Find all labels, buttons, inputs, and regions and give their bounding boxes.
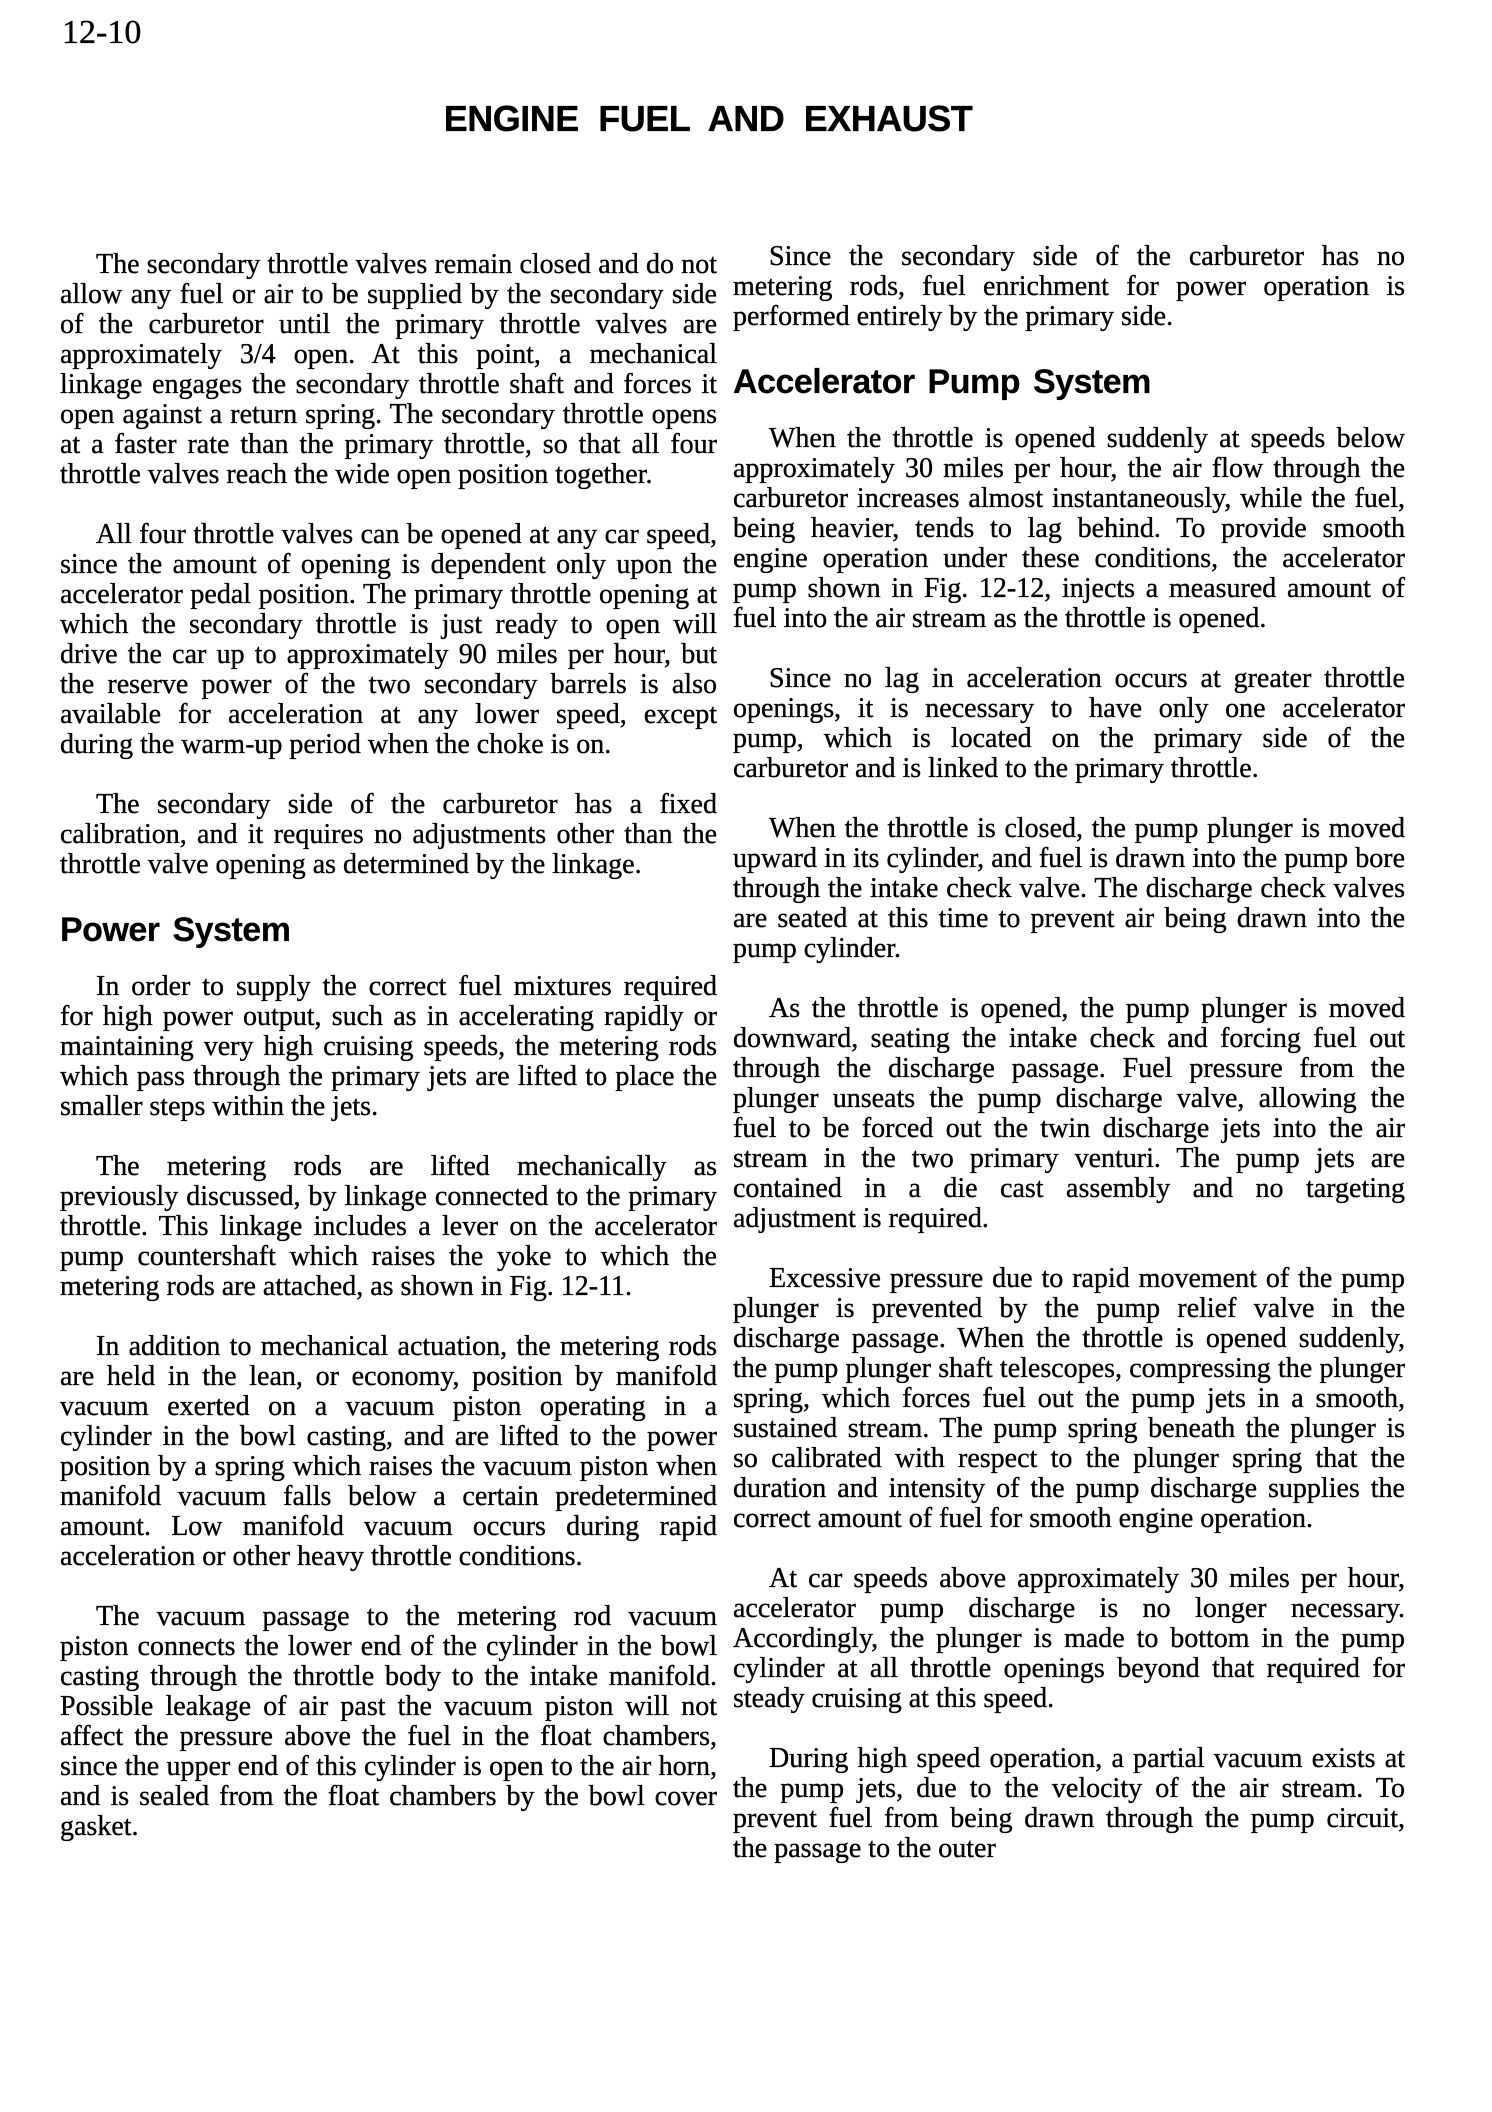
paragraph: Since no lag in acceleration occurs at greater throttle openings, it is necessary to have only one accelerator pump, which is located on the primary side of the carburetor and is linked to the primary throttle. — [733, 663, 1405, 784]
section-heading-power-system: Power System — [60, 911, 291, 949]
paragraph: When the throttle is closed, the pump plunger is moved upward in its cylinder, and fuel is drawn into the pump bore through the intake check valve. The discharge check valves are seated at this time to prevent air being drawn into the pump cylinder. — [733, 813, 1405, 964]
left-column — [60, 250, 717, 1872]
paragraph: In order to supply the correct fuel mixtures required for high power output, such as in accelerating rapidly or maintaining very high cruising speeds, the metering rods which pass through the primary jets are lifted to place the smaller steps within the jets. — [60, 971, 717, 1122]
right-column — [733, 242, 1405, 1894]
page-number: 12-10 — [62, 14, 142, 51]
paragraph: As the throttle is opened, the pump plunger is moved downward, seating the intake check and forcing fuel out through the discharge passage. Fuel pressure from the plunger unseats the pump discharge valve, allowing the fuel to be forced out the twin discharge jets into the air stream in the two primary venturi. The pump jets are contained in a die cast assembly and no targeting adjustment is required. — [733, 993, 1405, 1234]
paragraph: The secondary throttle valves remain closed and do not allow any fuel or air to be supplied by the secondary side of the carburetor until the primary throttle valves are approximately 3/4 open. At this point, a mechanical linkage engages the secondary throttle shaft and forces it open against a return spring. The secondary throttle opens at a faster rate than the primary throttle, so that all four throttle valves reach the wide open position together. — [60, 249, 717, 490]
paragraph: Since the secondary side of the carburetor has no metering rods, fuel enrichment for power operation is performed entirely by the primary side. — [733, 241, 1405, 332]
paragraph: When the throttle is opened suddenly at speeds below approximately 30 miles per hour, the air flow through the carburetor increases almost instantaneously, while the fuel, being heavier, tends to lag behind. To provide smooth engine operation under these conditions, the accelerator pump shown in Fig. 12-12, injects a measured amount of fuel into the air stream as the throttle is opened. — [733, 423, 1405, 634]
paragraph: The vacuum passage to the metering rod vacuum piston connects the lower end of the cylinder in the bowl casting through the throttle body to the intake manifold. Possible leakage of air past the vacuum piston will not affect the pressure above the fuel in the float chambers, since the upper end of this cylinder is open to the air horn, and is sealed from the float chambers by the bowl cover gasket. — [60, 1601, 717, 1842]
paragraph: Excessive pressure due to rapid movement of the pump plunger is prevented by the pump relief valve in the discharge passage. When the throttle is opened suddenly, the pump plunger shaft telescopes, compressing the plunger spring, which forces fuel out the pump jets in a smooth, sustained stream. The pump spring beneath the plunger is so calibrated with respect to the plunger spring that the duration and intensity of the pump discharge supplies the correct amount of fuel for smooth engine operation. — [733, 1263, 1405, 1534]
paragraph: In addition to mechanical actuation, the metering rods are held in the lean, or economy, position by manifold vacuum exerted on a vacuum piston operating in a cylinder in the bowl casting, and are lifted to the power position by a spring which raises the vacuum piston when manifold vacuum falls below a certain predetermined amount. Low manifold vacuum occurs during rapid acceleration or other heavy throttle conditions. — [60, 1331, 717, 1572]
paragraph: The metering rods are lifted mechanically as previously discussed, by linkage connected to the primary throttle. This linkage includes a lever on the accelerator pump countershaft which raises the yoke to which the metering rods are attached, as shown in Fig. 12-11. — [60, 1151, 717, 1302]
section-heading-accelerator-pump-system: Accelerator Pump System — [733, 363, 1151, 401]
paragraph: The secondary side of the carburetor has a fixed calibration, and it requires no adjustments other than the throttle valve opening as determined by the linkage. — [60, 789, 717, 880]
paragraph: All four throttle valves can be opened at any car speed, since the amount of opening is dependent only upon the accelerator pedal position. The primary throttle opening at which the secondary throttle is just ready to open will drive the car up to approximately 90 miles per hour, but the reserve power of the two secondary barrels is also available for acceleration at any lower speed, except during the warm-up period when the choke is on. — [60, 519, 717, 760]
page-title: ENGINE FUEL AND EXHAUST — [443, 98, 973, 139]
paragraph: During high speed operation, a partial vacuum exists at the pump jets, due to the velocity of the air stream. To prevent fuel from being drawn through the pump circuit, the passage to the outer — [733, 1743, 1405, 1864]
paragraph: At car speeds above approximately 30 miles per hour, accelerator pump discharge is no longer necessary. Accordingly, the plunger is made to bottom in the pump cylinder at all throttle openings beyond that required for steady cruising at this speed. — [733, 1563, 1405, 1714]
